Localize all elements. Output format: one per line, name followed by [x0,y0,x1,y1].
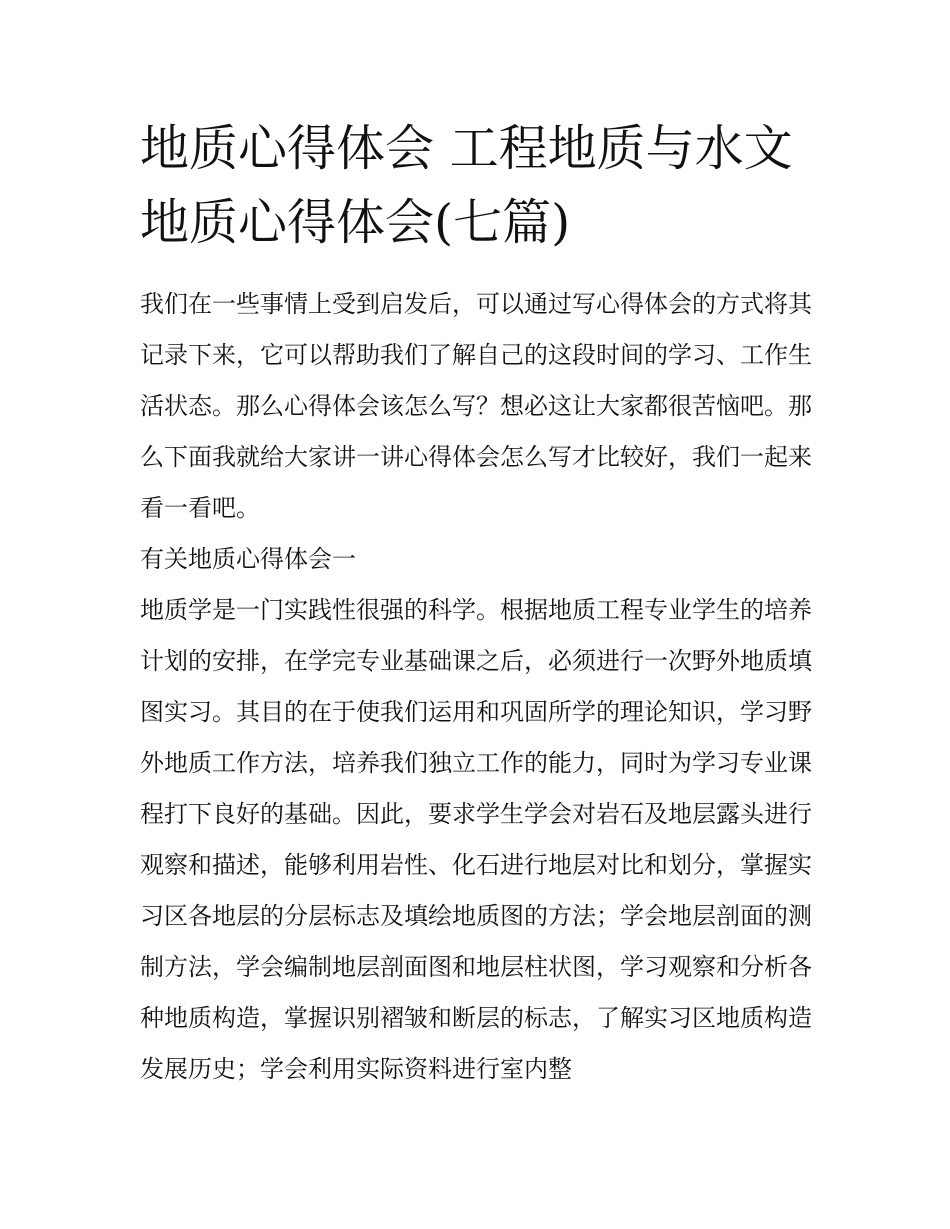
section-heading: 有关地质心得体会一 [140,545,356,573]
document-content [140,279,812,1095]
body-paragraph: 地质学是一门实践性很强的科学。根据地质工程专业学生的培养计划的安排，在学完专业基础课之后，必须进行一次野外地质填图实习。其目的在于使我们运用和巩固所学的理论知识，学习野外地质工作方法，培养我们独立工作的能力，同时为学习专业课程打下良好的基础。因此，要求学生学会对岩石及地层露头进行观察和描述，能够利用岩性、化石进行地层对比和划分，掌握实习区各地层的分层标志及填绘地质图的方法；学会地层剖面的测制方法，学会编制地层剖面图和地层柱状图，学习观察和分析各种地质构造，掌握识别褶皱和断层的标志，了解实习区地质构造发展历史；学会利用实际资料进行室内整 [140,596,812,1083]
document-title: 地质心得体会 工程地质与水文地质心得体会(七篇) [140,120,793,251]
intro-paragraph: 我们在一些事情上受到启发后，可以通过写心得体会的方式将其记录下来，它可以帮助我们了解自己的这段时间的学习、工作生活状态。那么心得体会该怎么写？想必这让大家都很苦恼吧。那么下面我就给大家讲一讲心得体会怎么写才比较好，我们一起来看一看吧。 [140,290,812,522]
